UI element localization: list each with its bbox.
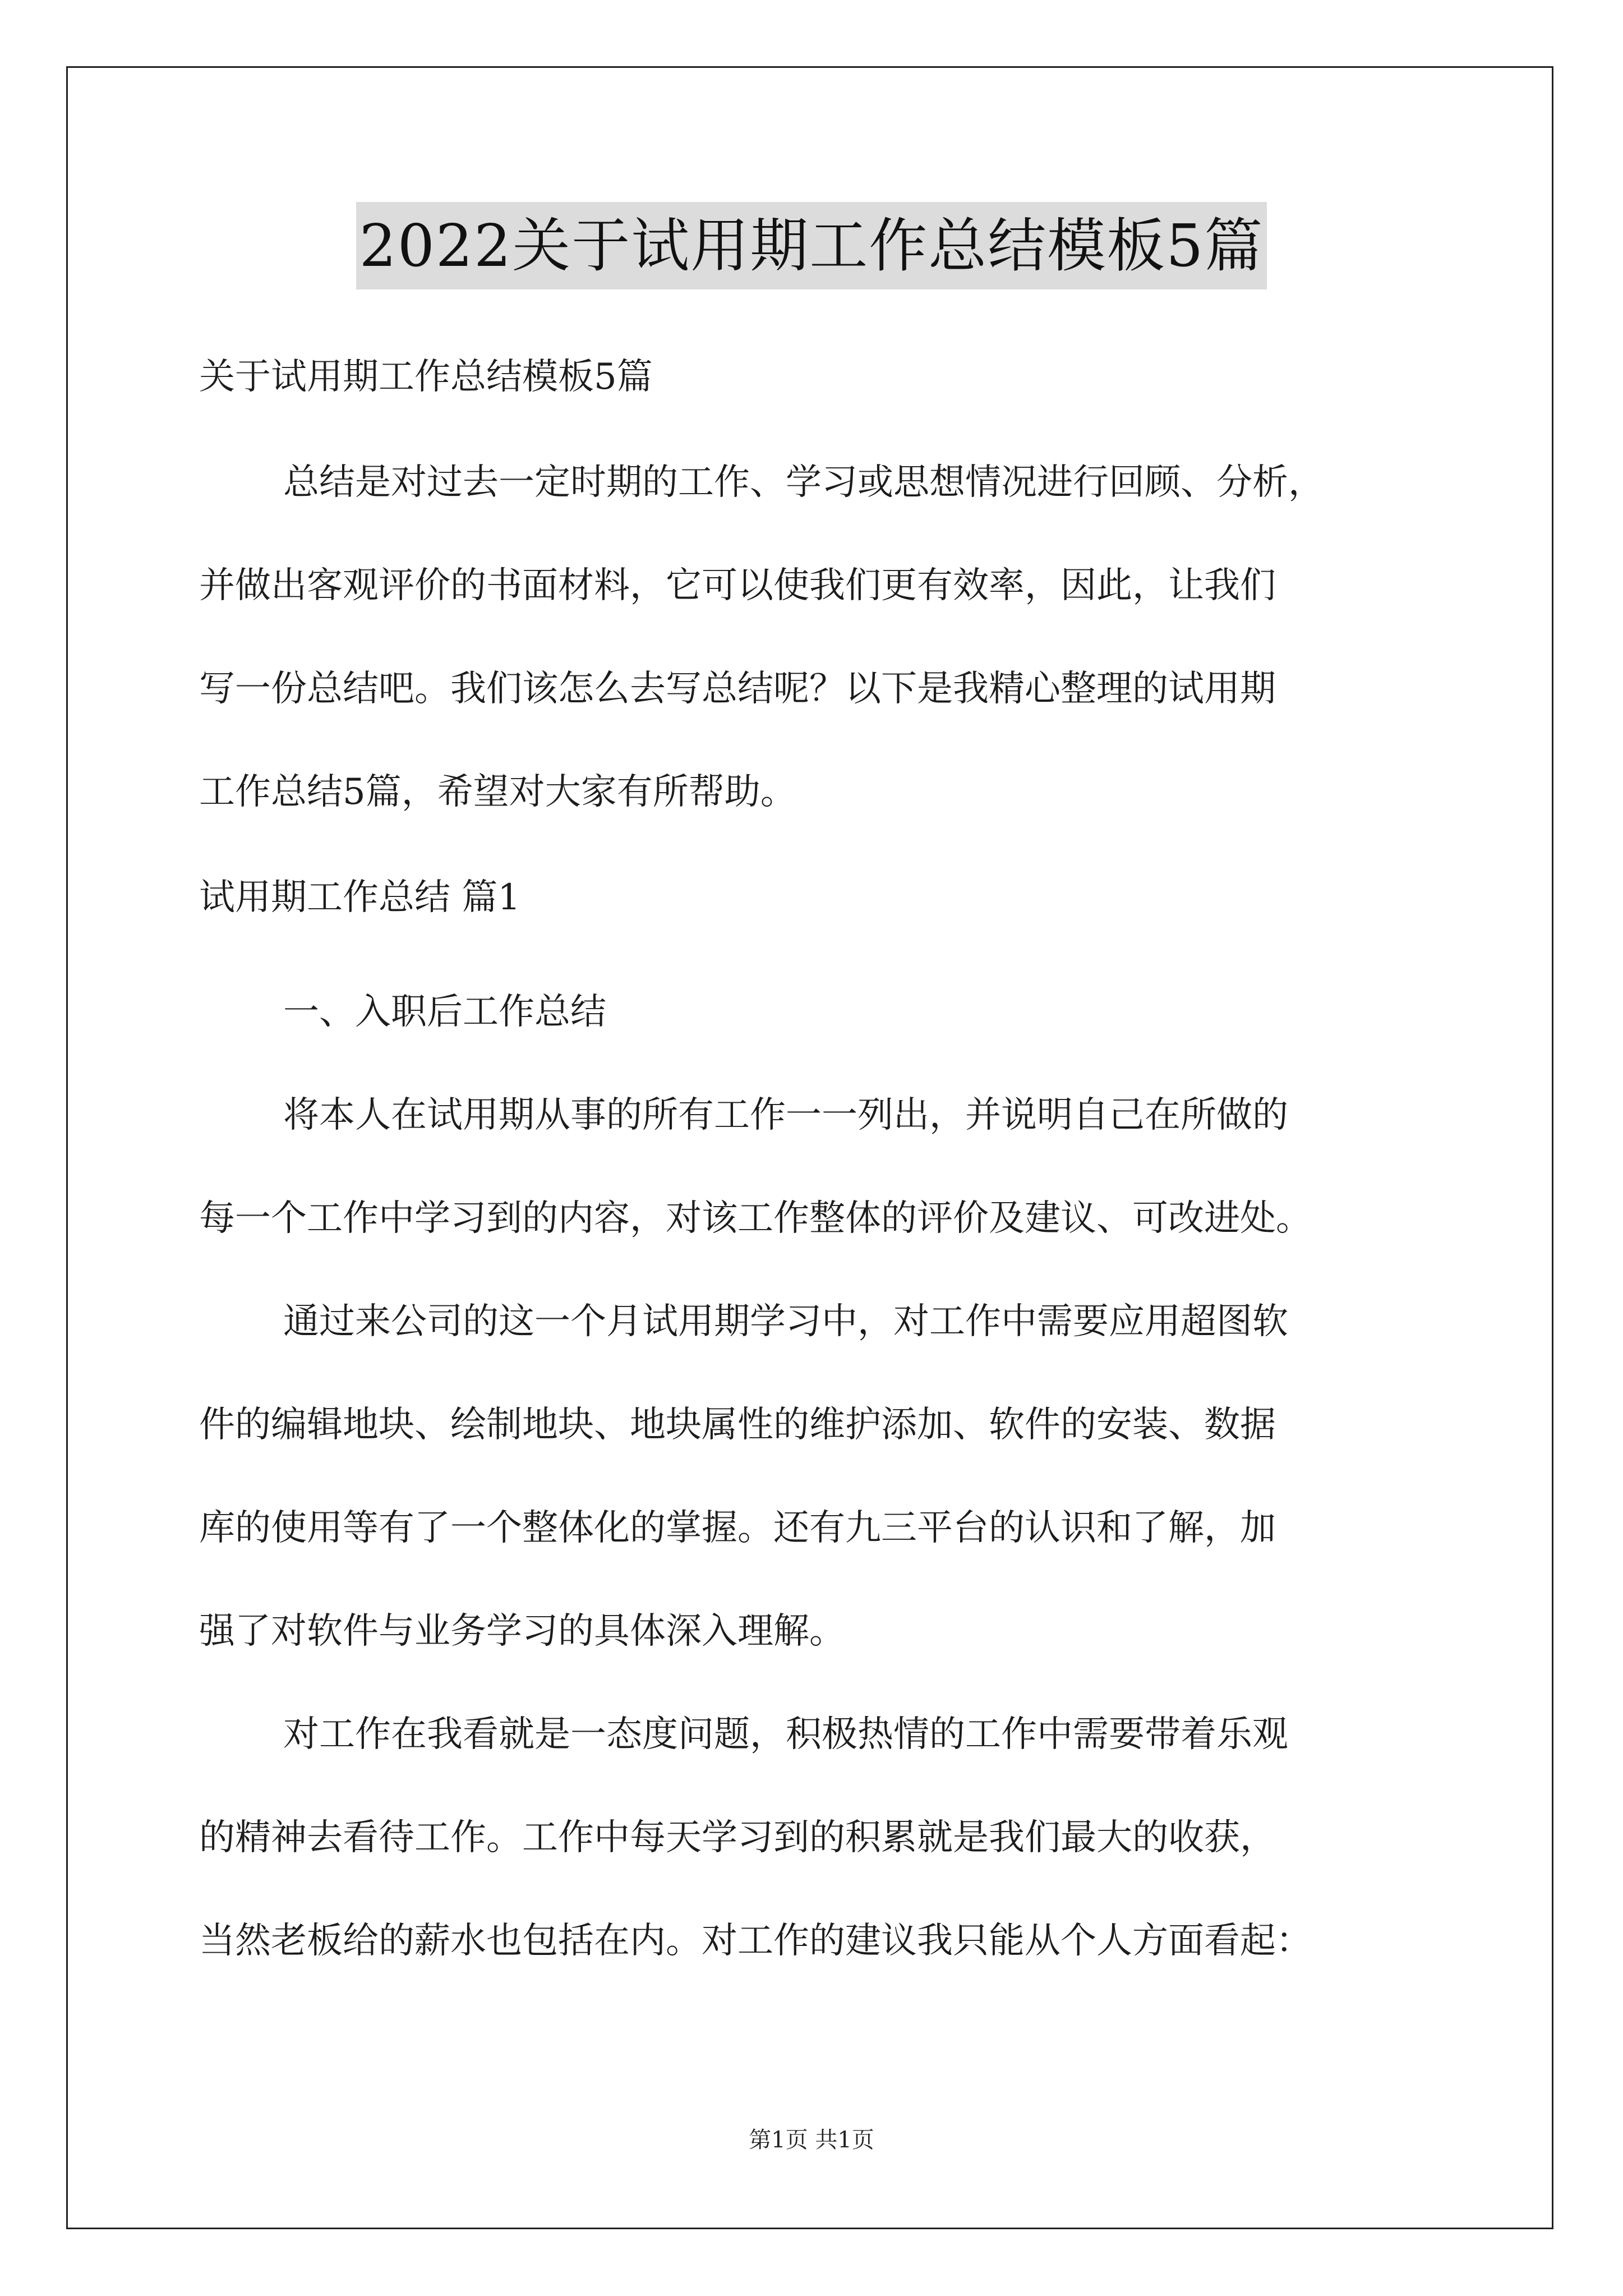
document-title: 2022关于试用期工作总结模板5篇	[356, 202, 1267, 289]
paragraph-line: 将本人在试用期从事的所有工作一一列出，并说明自己在所做的	[283, 1094, 1288, 1136]
page-footer: 第1页 共1页	[749, 2127, 874, 2153]
paragraph-line: 写一份总结吧。我们该怎么去写总结呢？以下是我精心整理的试用期	[199, 668, 1276, 710]
paragraph-line: 强了对软件与业务学习的具体深入理解。	[199, 1611, 845, 1652]
paragraph-line: 并做出客观评价的书面材料，它可以使我们更有效率，因此，让我们	[199, 565, 1276, 606]
paragraph-line: 每一个工作中学习到的内容，对该工作整体的评价及建议、可改进处。	[199, 1198, 1312, 1239]
title-wrap	[0, 202, 1623, 289]
paragraph-line: 工作总结5篇，希望对大家有所帮助。	[199, 771, 796, 813]
paragraph-line: 件的编辑地块、绘制地块、地块属性的维护添加、软件的安装、数据	[199, 1404, 1276, 1446]
paragraph-line: 总结是对过去一定时期的工作、学习或思想情况进行回顾、分析，	[283, 462, 1324, 503]
subsection-heading: 一、入职后工作总结	[283, 991, 606, 1033]
paragraph-line: 通过来公司的这一个月试用期学习中，对工作中需要应用超图软	[283, 1301, 1288, 1342]
paragraph-line: 的精神去看待工作。工作中每天学习到的积累就是我们最大的收获，	[199, 1817, 1276, 1858]
section-heading: 试用期工作总结 篇1	[199, 877, 521, 918]
paragraph-line: 当然老板给的薪水也包括在内。对工作的建议我只能从个人方面看起：	[199, 1920, 1312, 1962]
paragraph-line: 对工作在我看就是一态度问题，积极热情的工作中需要带着乐观	[283, 1714, 1288, 1755]
subtitle-line: 关于试用期工作总结模板5篇	[199, 356, 653, 398]
paragraph-line: 库的使用等有了一个整体化的掌握。还有九三平台的认识和了解，加	[199, 1507, 1276, 1549]
